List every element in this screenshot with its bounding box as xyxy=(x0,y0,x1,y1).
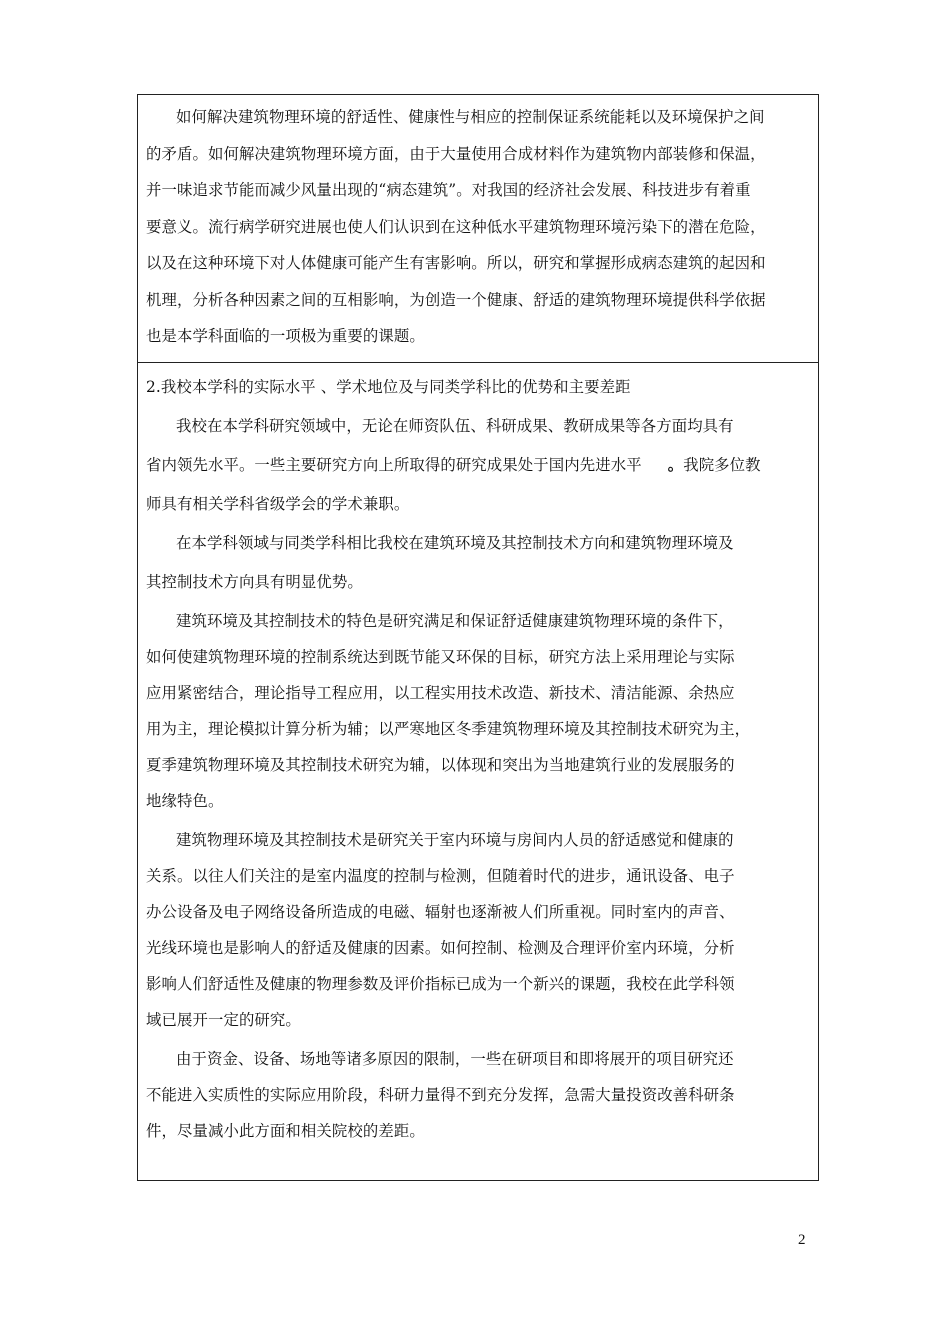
table-cell-lower xyxy=(137,362,819,1181)
text-line: 光线环境也是影响人的舒适及健康的因素。如何控制、检测及合理评价室内环境，分析 xyxy=(146,939,735,957)
text-line: 件，尽量减小此方面和相关院校的差距。 xyxy=(146,1122,425,1140)
section-heading: 2.我校本学科的实际水平 、学术地位及与同类学科比的优势和主要差距 xyxy=(146,378,631,396)
text-line: 域已展开一定的研究。 xyxy=(146,1011,301,1029)
text-line: 如何解决建筑物理环境的舒适性、健康性与相应的控制保证系统能耗以及环境保护之间 xyxy=(176,108,765,126)
text-line: 办公设备及电子网络设备所造成的电磁、辐射也逐渐被人们所重视。同时室内的声音、 xyxy=(146,903,735,921)
text-line: 地缘特色。 xyxy=(146,792,224,810)
text-line: 我校在本学科研究领域中，无论在师资队伍、科研成果、教研成果等各方面均具有 xyxy=(176,417,734,435)
table-cell-upper xyxy=(137,94,819,363)
cell-text-lower xyxy=(146,369,812,1149)
text-line xyxy=(146,447,812,483)
text-line: 的矛盾。如何解决建筑物理环境方面，由于大量使用合成材料作为建筑物内部装修和保温， xyxy=(146,144,766,163)
text-line: 以及在这种环境下对人体健康可能产生有害影响。所以，研究和掌握形成病态建筑的起因和 xyxy=(146,254,766,272)
text-line: 建筑物理环境及其控制技术是研究关于室内环境与房间内人员的舒适感觉和健康的 xyxy=(176,831,734,849)
text-line: 影响人们舒适性及健康的物理参数及评价指标已成为一个新兴的课题，我校在此学科领 xyxy=(146,975,735,993)
text-line: 用为主，理论模拟计算分析为辅；以严寒地区冬季建筑物理环境及其控制技术研究为主， xyxy=(146,720,751,738)
period-mark: 。 xyxy=(667,456,684,474)
text-line: 机理，分析各种因素之间的互相影响，为创造一个健康、舒适的建筑物理环境提供科学依据 xyxy=(146,290,766,309)
text-line: 师具有相关学科省级学会的学术兼职。 xyxy=(146,495,410,513)
text-span: 我院多位教 xyxy=(683,456,761,474)
page-number: 2 xyxy=(798,1232,806,1248)
text-line: 不能进入实质性的实际应用阶段，科研力量得不到充分发挥，急需大量投资改善科研条 xyxy=(146,1086,735,1104)
text-span: 省内领先水平。一些主要研究方向上所取得的研究成果处于国内先进水平 xyxy=(146,456,642,474)
cell-text-upper xyxy=(146,99,812,355)
text-line: 在本学科领域与同类学科相比我校在建筑环境及其控制技术方向和建筑物理环境及 xyxy=(176,534,734,552)
text-line: 关系。以往人们关注的是室内温度的控制与检测，但随着时代的进步，通讯设备、电子 xyxy=(146,867,735,885)
text-line: 并一味追求节能而减少风量出现的“病态建筑”。对我国的经济社会发展、科技进步有着重 xyxy=(146,181,751,199)
text-line: 其控制技术方向具有明显优势。 xyxy=(146,573,363,591)
text-line: 由于资金、设备、场地等诸多原因的限制，一些在研项目和即将展开的项目研究还 xyxy=(176,1050,734,1068)
text-line: 夏季建筑物理环境及其控制技术研究为辅，以体现和突出为当地建筑行业的发展服务的 xyxy=(146,756,735,774)
text-line: 要意义。流行病学研究进展也使人们认识到在这种低水平建筑物理环境污染下的潜在危险， xyxy=(146,217,766,236)
text-line: 如何使建筑物理环境的控制系统达到既节能又环保的目标，研究方法上采用理论与实际 xyxy=(146,648,735,666)
text-line: 也是本学科面临的一项极为重要的课题。 xyxy=(146,327,425,345)
text-line: 应用紧密结合，理论指导工程应用，以工程实用技术改造、新技术、清洁能源、余热应 xyxy=(146,684,735,702)
text-line: 建筑环境及其控制技术的特色是研究满足和保证舒适健康建筑物理环境的条件下， xyxy=(176,612,734,630)
